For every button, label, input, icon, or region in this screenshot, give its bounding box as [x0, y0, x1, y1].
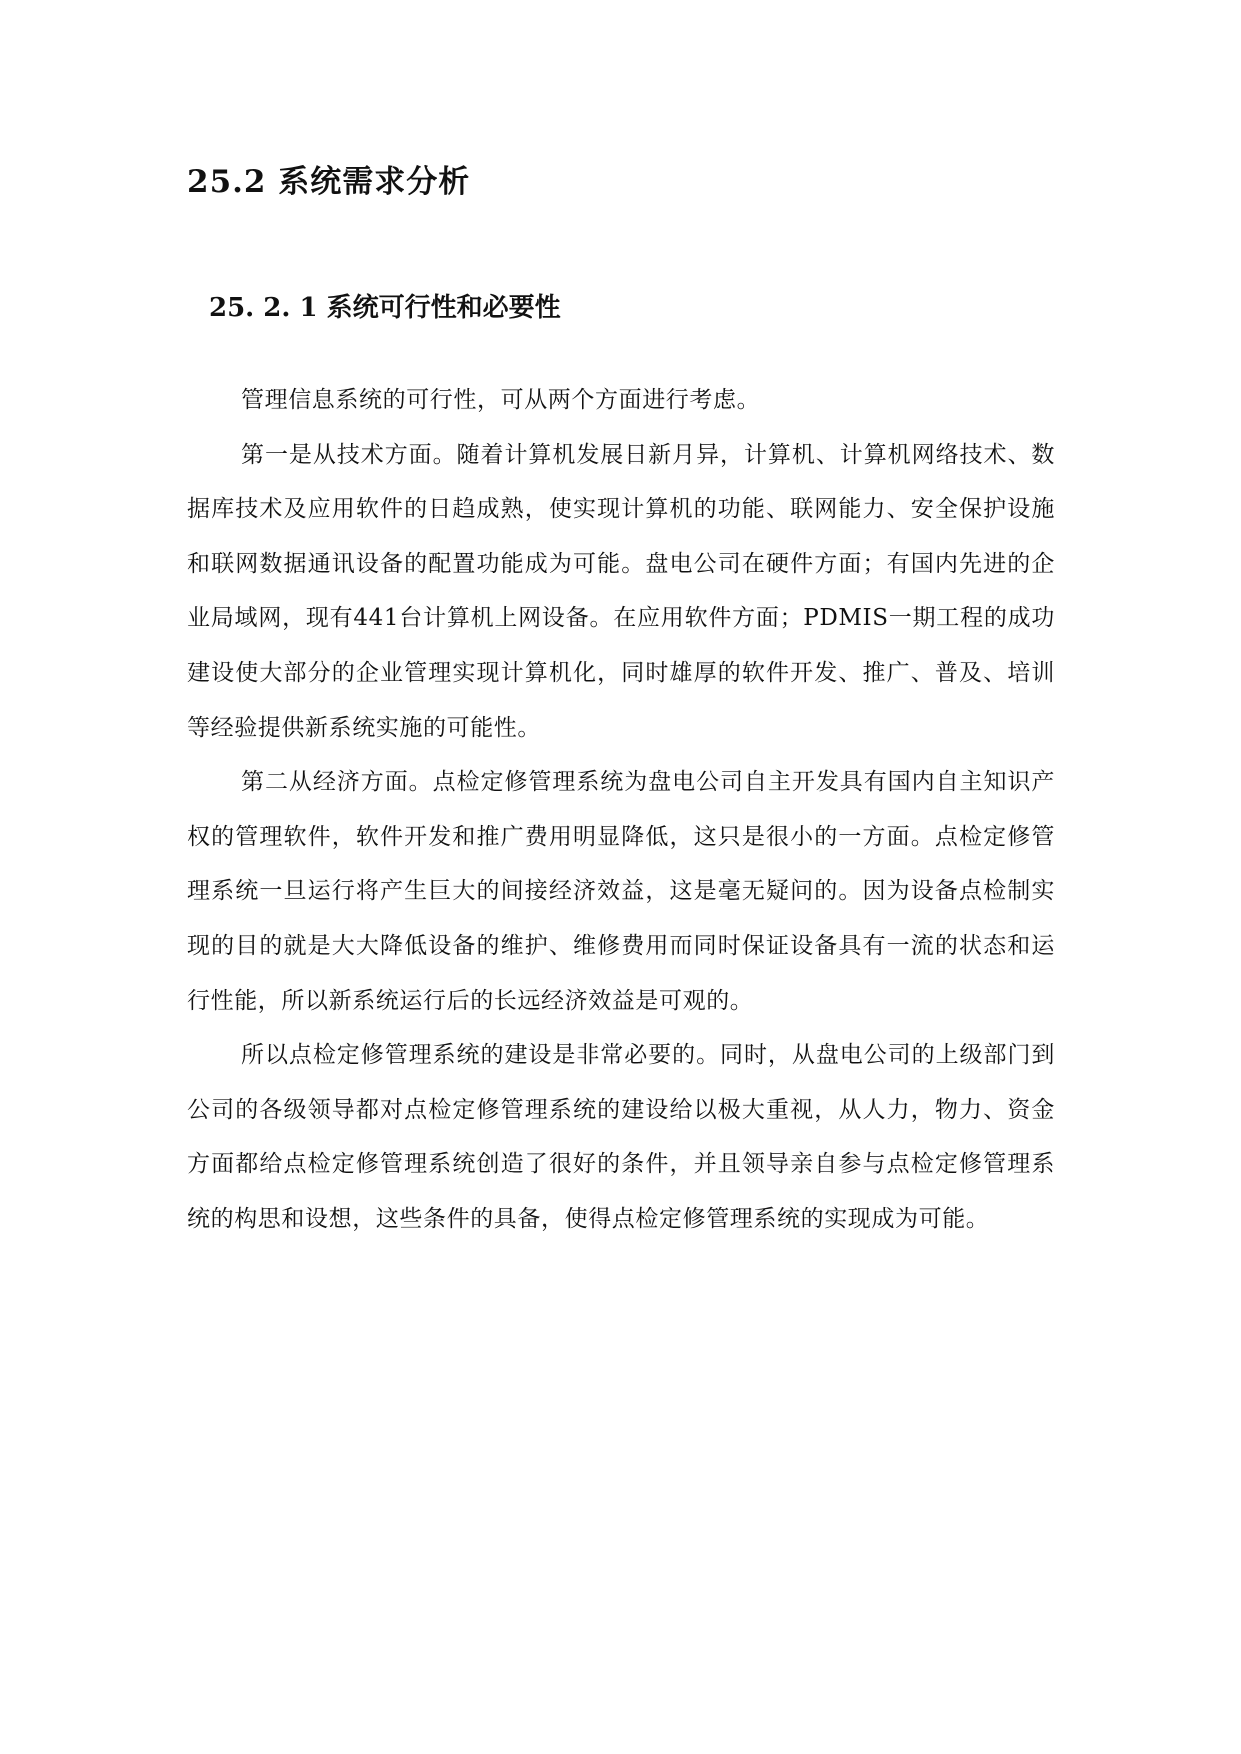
subsection-heading: 25. 2. 1 系统可行性和必要性: [209, 293, 561, 323]
section-heading: 25.2 系统需求分析: [187, 164, 471, 200]
paragraph-technical-feasibility: 第一是从技术方面。随着计算机发展日新月异，计算机、计算机网络技术、数据库技术及应用软件的日趋成熟，使实现计算机的功能、联网能力、安全保护设施和联网数据通讯设备的配置功能成为可能。盘电公司在硬件方面；有国内先进的企业局域网，现有441台计算机上网设备。在应用软件方面；PDMIS一期工程的成功建设使大部分的企业管理实现计算机化，同时雄厚的软件开发、推广、普及、培训等经验提供新系统实施的可能性。: [187, 441, 1055, 741]
paragraph-intro: 管理信息系统的可行性，可从两个方面进行考虑。: [241, 387, 761, 413]
paragraph-economic-feasibility: 第二从经济方面。点检定修管理系统为盘电公司自主开发具有国内自主知识产权的管理软件，软件开发和推广费用明显降低，这只是很小的一方面。点检定修管理系统一旦运行将产生巨大的间接经济效益，这是毫无疑问的。因为设备点检制实现的目的就是大大降低设备的维护、维修费用而同时保证设备具有一流的状态和运行性能，所以新系统运行后的长远经济效益是可观的。: [187, 769, 1055, 1014]
paragraph-necessity: 所以点检定修管理系统的建设是非常必要的。同时，从盘电公司的上级部门到公司的各级领导都对点检定修管理系统的建设给以极大重视，从人力，物力、资金方面都给点检定修管理系统创造了很好的条件，并且领导亲自参与点检定修管理系统的构思和设想，这些条件的具备，使得点检定修管理系统的实现成为可能。: [187, 1042, 1055, 1232]
body-text: [187, 373, 1055, 1247]
